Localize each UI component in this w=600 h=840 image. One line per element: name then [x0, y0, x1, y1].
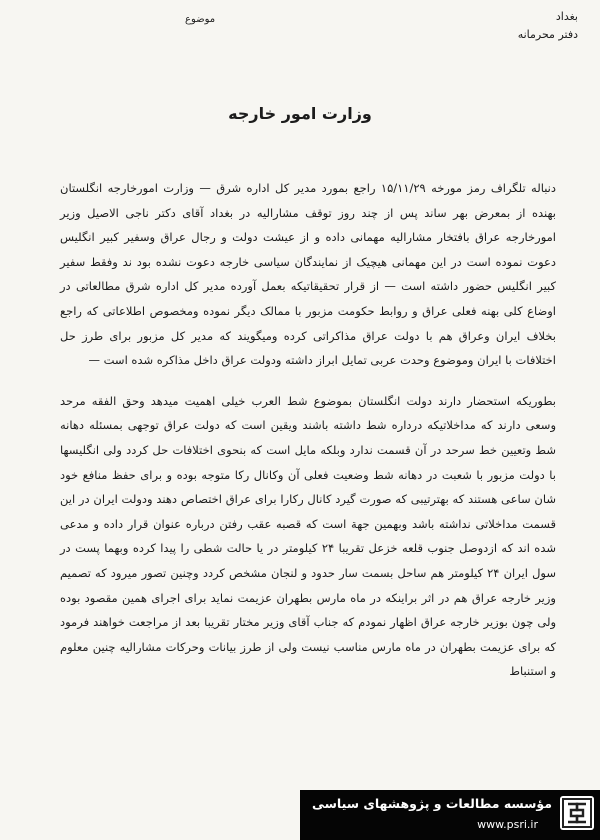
paragraph-1: دنباله تلگراف رمز مورخه ۱۵/۱۱/۲۹ راجع بمورد مدیر کل اداره شرق — وزارت امورخارجه انگلستان بهنده از بمعرض بهر ساند پس از چند روز توقف مشارالیه در بغداد آقای دکتر ناجی الاصیل وزیر امورخارجه عراق بافتخار مشارالیه مهمانی داده و از عیشت دولت و رجال عراق وسفیر کبیر انگلیس دعوت نموده است در این مهمانی هیچیک از نمایندگان سیاسی خارجه دعوت نشده بود ند وفقط سفیر کبیر انگلیس حضور داشته است — از قرار تحقیقاتیکه بعمل آورده مدیر کل اداره شرق مطالعاتی در اوضاع کلی بهنه فعلی عراق و روابط حکومت مزبور با ممالک دیگر نموده ومخصوص اطلاعاتی که راجع بخلاف ایران وعراق هم با دولت عراق مذاکراتی کرده ومیگویند که مدیر کل مزبور برای طرز حل اختلافات با ایران وموضوع وحدت عربی تمایل ابراز داشته ودولت عراق داخل مذاکره شده است — [60, 181, 556, 368]
institute-url[interactable]: www.psri.ir [477, 818, 538, 831]
corner-location: بغداد [555, 10, 578, 23]
ministry-heading: وزارت امور خارجه [228, 104, 372, 123]
psri-logo-icon [560, 796, 594, 830]
corner-office: دفتر محرمانه [517, 28, 578, 41]
letter-body [60, 176, 556, 684]
subject-label: موضوع [185, 14, 216, 25]
header-corner [408, 8, 578, 44]
institute-name: مؤسسه مطالعات و پژوهشهای سیاسی [311, 796, 552, 811]
paragraph-2: بطوریکه استحضار دارند دولت انگلستان بموضوع شط العرب خیلی اهمیت میدهد وحق الفقه مرحد وسعی دارند که مداخلاتیکه درداره شط داشته باشند ویقین است که دولت عراق توجهی بمسئله دهانه شط وتعیین خط سرحد در آن قسمت ندارد وبلکه مایل است که بنحوی اختلافات حل کردد ولی انگلیسها با دولت مزبور با شعبت در دهانه شط وضعیت فعلی آن وکانال رکا متوجه بوده و برای حفظ منافع خود شان ساعی هستند که بهترتیبی که صورت گیرد کانال رکارا برای عراق اختصاص دهند ودولت ایران در این قسمت مداخلاتی نداشته باشد وبهمین جهة است که قصبه عقب رفتن درباره عنوان قرار داده و مدعی شده اند که ازدوصل جنوب قلعه خزعل تقریبا ۲۴ کیلومتر در یا حالت شطی را پیدا کرده وبهما پست در سول ایران ۲۴ کیلومتر هم ساحل بسمت سار حدود و لنجان مشخص کردد وچنین تصور میرود که تصمیم وزیر خارجه عراق هم در اثر براینکه در ماه مارس بطهران عزیمت نماید برای اجرای همین مقصود بوده ولی چون بوزیر خارجه عراق اظهار نمودم که جناب آقای وزیر مختار تقریبا بعد از مراجعت خواهند فرمود که برای عزیمت بطهران در ماه مارس مناسب نیست ولی از طرز بیانات وحرکات مشارالیه چنین معلوم و استنباط [60, 393, 557, 679]
institute-banner [300, 790, 600, 840]
